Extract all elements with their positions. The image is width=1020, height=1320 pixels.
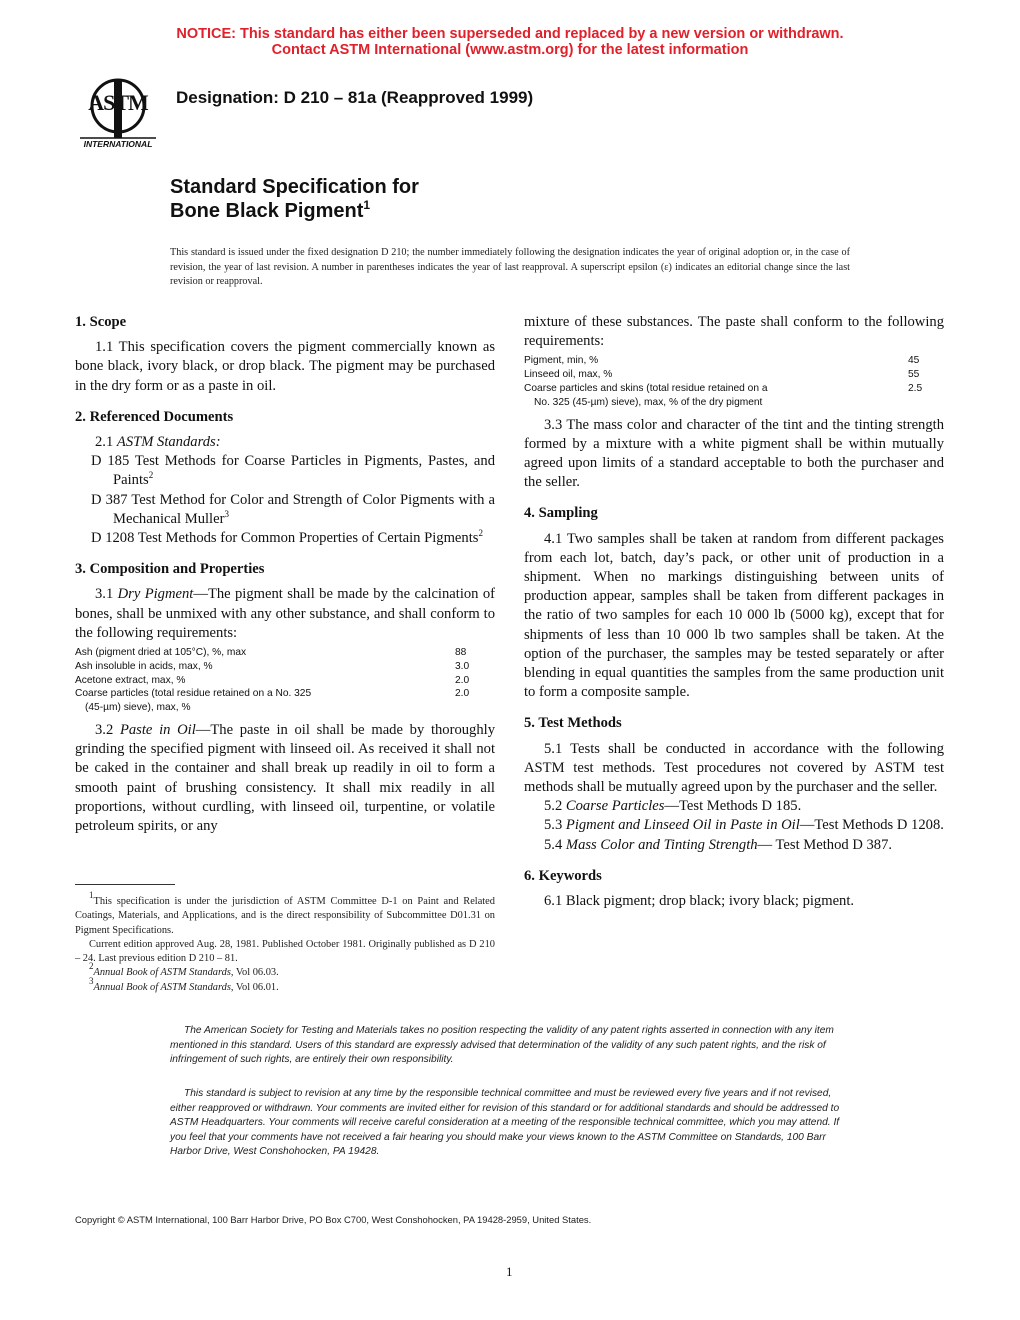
requirement-row: Ash (pigment dried at 105°C), %, max 88 [75, 647, 467, 659]
section-2-heading: 2. Referenced Documents [75, 408, 234, 425]
section-6-1: 6.1 Black pigment; drop black; ivory black; pigment. [544, 893, 855, 910]
footnote-2: $^2$Annual Book of ASTM Standards, Vol 06.03. [89, 961, 279, 979]
requirement-row: Ash insoluble in acids, max, % 3.0 [75, 660, 470, 672]
page-number: 1 [506, 1264, 513, 1279]
section-5-1: 5.1 Tests shall be conducted in accordance with the following ASTM test methods. Test procedures not covered by ASTM test methods shall be mutually agreed upon by the purchaser and the seller. [524, 740, 944, 796]
section-5-4: 5.4 Mass Color and Tinting Strength— Test Method D 387. [544, 836, 893, 853]
ref-d387: D 387 Test Method for Color and Strength of Color Pigments with a Mechanical Muller$^3$ [91, 491, 495, 527]
requirement-row: Linseed oil, max, % 55 [524, 369, 920, 381]
astm-logo-icon [74, 76, 162, 152]
title-line-2: Bone Black Pigment [170, 200, 364, 222]
requirement-row: Acetone extract, max, % 2.0 [75, 674, 470, 686]
footnotes [75, 890, 495, 995]
requirement-row: Pigment, min, % 45 [524, 355, 920, 367]
footnote-divider [75, 884, 175, 885]
section-4-1: 4.1 Two samples shall be taken at random from different packages from each lot, batch, day’s pack, or other unit of production in a shipment. When no markings distinguishing between units of production appear, samples shall be taken from different packages in the ratio of two samples for each 10 000 lb (5000 kg), except that for shipments of less than 10 000 lb two samples shall be taken. At the option of the purchaser, the samples may be tested separately or after blending in equal quantities the samples from the same production unit to form a composite sample. [524, 530, 944, 701]
section-6-heading: 6. Keywords [524, 867, 602, 884]
logo-subtext: INTERNATIONAL [83, 139, 153, 149]
section-3-3: 3.3 The mass color and character of the tint and the tinting strength formed by a mixture with a white pigment shall be within mutually agreed upon limits of a standard acceptable to both the purchaser and the seller. [524, 416, 944, 491]
notice-line-2: Contact ASTM International (www.astm.org) for the latest information [271, 42, 749, 58]
paste-requirements [524, 354, 944, 409]
ref-d1208: D 1208 Test Methods for Common Properties of Certain Pigments$^2$ [91, 528, 483, 547]
patent-disclaimer: The American Society for Testing and Materials takes no position respecting the validity of any patent rights asserted in connection with any item mentioned in this standard. Users of this standard are expressly advised that determination of the validity of any such patent rights, and the risk of infringement of such rights, are entirely their own responsibility. [170, 1025, 834, 1065]
section-5-2: 5.2 Coarse Particles—Test Methods D 185. [544, 798, 802, 815]
footnote-1: $^1$This specification is under the jurisdiction of ASTM Committee D-1 on Paint and Related Coatings, Materials, and Applications, and is the direct responsibility of Subcommittee D01.31 on Pigment Specifications. [75, 890, 495, 936]
section-4-heading: 4. Sampling [524, 505, 598, 522]
withdrawn-notice [0, 26, 1020, 58]
section-5-heading: 5. Test Methods [524, 715, 622, 732]
title-footnote-mark: 1 [363, 198, 371, 212]
footnote-1b: Current edition approved Aug. 28, 1981. Published October 1981. Originally published as D 210 – 24. Last previous edition D 210 – 81. [75, 938, 495, 965]
issued-note: This standard is issued under the fixed designation D 210; the number immediately following the designation indicates the year of original adoption or, in the case of revision, the year of last revision. A number in parentheses indicates the year of last reapproval. A superscript epsilon (ε) indicates an editorial change since the last revision or reapproval. [170, 247, 850, 287]
copyright: Copyright © ASTM International, 100 Barr Harbor Drive, PO Box C700, West Conshohocken, PA 19428-2959, United States. [75, 1214, 592, 1225]
revision-disclaimer: This standard is subject to revision at any time by the responsible technical committee and must be reviewed every five years and if not revised, either reapproved or withdrawn. Your comments are invited either for revision of this standard or for additional standards and should be addressed to ASTM Headquarters. Your comments will receive careful consideration at a meeting of the responsible technical committee, which you may attend. If you feel that your comments have not received a fair hearing you should make your views known to the ASTM Committee on Standards, 100 Barr Harbor Drive, West Conshohocken, PA 19428. [170, 1088, 840, 1157]
ref-d185: D 185 Test Methods for Coarse Particles in Pigments, Pastes, and Paints$^2$ [91, 453, 495, 489]
requirement-row: Coarse particles and skins (total residue retained on a 2.5 [524, 383, 923, 394]
section-1-heading: 1. Scope [75, 314, 127, 330]
dry-pigment-requirements [75, 646, 495, 715]
requirement-row-cont: No. 325 (45-µm) sieve), max, % of the dry pigment [534, 396, 763, 408]
designation: Designation: D 210 – 81a (Reapproved 1999) [176, 88, 534, 107]
requirement-row: Coarse particles (total residue retained on a No. 325 2.0 [75, 688, 470, 700]
section-3-heading: 3. Composition and Properties [75, 561, 265, 578]
page-title [170, 175, 419, 223]
logo-text: ASTM [88, 90, 148, 115]
section-3-2-cont: mixture of these substances. The paste shall conform to the following requirements: [524, 314, 944, 350]
astm-logo [74, 76, 162, 152]
title-line-1: Standard Specification for [170, 176, 419, 198]
right-column [524, 313, 944, 911]
notice-line-1: NOTICE: This standard has either been superseded and replaced by a new version or withdrawn. [176, 26, 844, 42]
section-2-1: 2.1 ASTM Standards: [95, 434, 221, 451]
footnote-3: $^3$Annual Book of ASTM Standards, Vol 06.01. [89, 975, 279, 993]
section-1-1: 1.1 This specification covers the pigment commercially known as bone black, ivory black, or drop black. The pigment may be purchased in the dry form or as a paste in oil. [75, 339, 495, 394]
section-3-2: 3.2 Paste in Oil—The paste in oil shall be made by thoroughly grinding the specified pigment with linseed oil. As received it shall not be caked in the container and shall break up readily in oil to form a smooth paint of brushing consistency. It shall mix readily in all proportions, without curdling, with linseed oil, turpentine, or volatile petroleum spirits, or any [75, 722, 495, 835]
requirement-row-cont: (45-µm) sieve), max, % [85, 702, 191, 714]
left-column [75, 313, 495, 836]
section-3-1: 3.1 Dry Pigment—The pigment shall be made by the calcination of bones, shall be unmixed with any other substance, and shall conform to the following requirements: [75, 586, 495, 641]
section-5-3: 5.3 Pigment and Linseed Oil in Paste in Oil—Test Methods D 1208. [544, 817, 944, 834]
